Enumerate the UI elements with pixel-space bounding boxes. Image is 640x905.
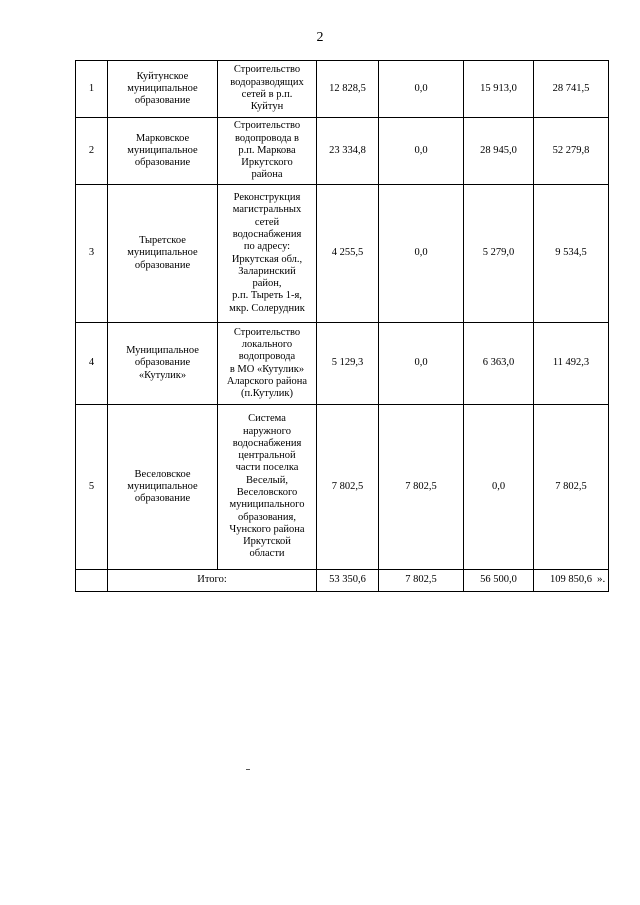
row-number: 2 xyxy=(76,118,108,185)
stray-mark xyxy=(246,769,250,770)
table-row xyxy=(76,61,609,118)
municipality-name: Куйтунское муниципальное образование xyxy=(108,61,218,118)
table-row xyxy=(76,323,609,405)
municipality-name: Марковское муниципальное образование xyxy=(108,118,218,185)
value-col-4: 52 279,8 xyxy=(534,118,609,185)
municipality-name: Тыретское муниципальное образование xyxy=(108,185,218,323)
municipality-name: Муниципальное образование «Кутулик» xyxy=(108,323,218,405)
row-number: 4 xyxy=(76,323,108,405)
value-col-3: 6 363,0 xyxy=(464,323,534,405)
closing-quote: ». xyxy=(597,573,606,585)
value-col-1: 4 255,5 xyxy=(317,185,379,323)
table-row xyxy=(76,405,609,570)
row-number: 5 xyxy=(76,405,108,570)
total-value-2: 7 802,5 xyxy=(379,570,464,592)
object-description: Строительство водопровода в р.п. Маркова Иркутского района xyxy=(218,118,317,185)
total-value-1: 53 350,6 xyxy=(317,570,379,592)
object-description: Система наружного водоснабжения центральной части поселка Веселый, Веселовского муниципального образования, Чунского района Иркутской области xyxy=(218,405,317,570)
value-col-4: 7 802,5 xyxy=(534,405,609,570)
total-empty-cell xyxy=(76,570,108,592)
row-number: 3 xyxy=(76,185,108,323)
table-row xyxy=(76,185,609,323)
value-col-4: 28 741,5 xyxy=(534,61,609,118)
value-col-1: 5 129,3 xyxy=(317,323,379,405)
total-label: Итого: xyxy=(108,570,317,592)
value-col-1: 12 828,5 xyxy=(317,61,379,118)
value-col-4: 11 492,3 xyxy=(534,323,609,405)
object-description: Реконструкция магистральных сетей водоснабжения по адресу: Иркутская обл., Заларинский район, р.п. Тыреть 1-я, мкр. Солерудник xyxy=(218,185,317,323)
total-value-3: 56 500,0 xyxy=(464,570,534,592)
value-col-2: 0,0 xyxy=(379,118,464,185)
value-col-4: 9 534,5 xyxy=(534,185,609,323)
municipality-name: Веселовское муниципальное образование xyxy=(108,405,218,570)
value-col-3: 0,0 xyxy=(464,405,534,570)
value-col-1: 7 802,5 xyxy=(317,405,379,570)
value-col-2: 0,0 xyxy=(379,185,464,323)
value-col-1: 23 334,8 xyxy=(317,118,379,185)
row-number: 1 xyxy=(76,61,108,118)
table-row xyxy=(76,118,609,185)
value-col-2: 0,0 xyxy=(379,61,464,118)
value-col-3: 5 279,0 xyxy=(464,185,534,323)
page-number: 2 xyxy=(316,30,324,45)
total-row xyxy=(76,570,609,592)
object-description: Строительство водоразводящих сетей в р.п. Куйтун xyxy=(218,61,317,118)
value-col-2: 0,0 xyxy=(379,323,464,405)
value-col-3: 28 945,0 xyxy=(464,118,534,185)
funding-table xyxy=(75,60,609,592)
value-col-3: 15 913,0 xyxy=(464,61,534,118)
value-col-2: 7 802,5 xyxy=(379,405,464,570)
object-description: Строительство локального водопровода в МО «Кутулик» Аларского района (п.Кутулик) xyxy=(218,323,317,405)
total-value-4: 109 850,6 xyxy=(534,570,609,592)
